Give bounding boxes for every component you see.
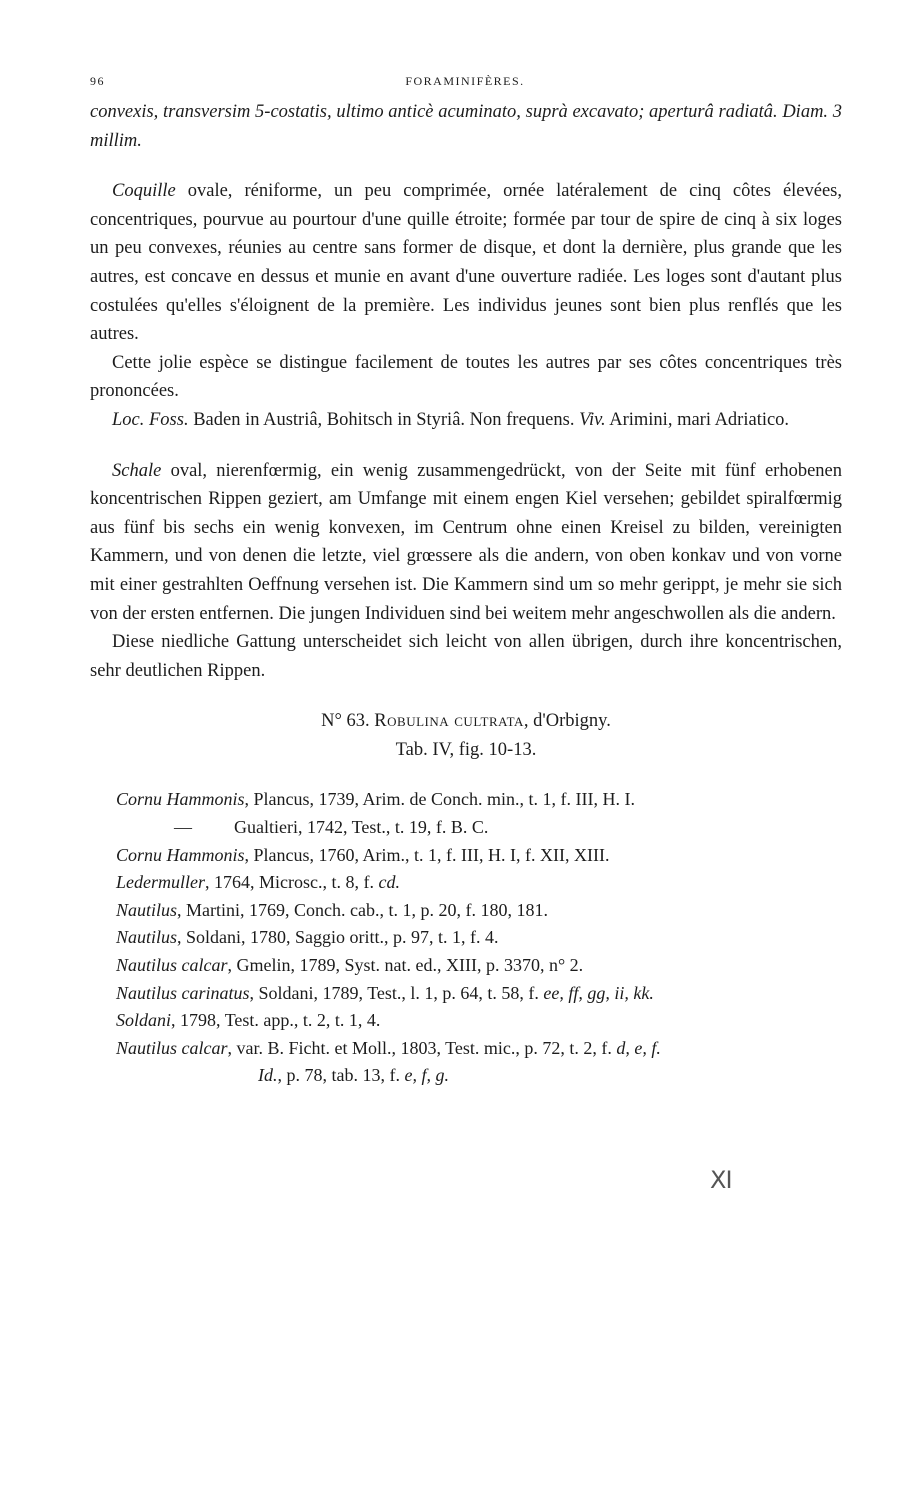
synonym-entry bbox=[90, 980, 842, 1008]
synonym-ref: , Martini, 1769, Conch. cab., t. 1, p. 20, f. 180, 181. bbox=[177, 899, 548, 920]
synonym-ref: , Soldani, 1780, Saggio oritt., p. 97, t. 1, f. 4. bbox=[177, 927, 499, 948]
ditto-dash: — bbox=[174, 817, 192, 838]
synonym-name: Ledermuller bbox=[116, 872, 205, 893]
margin-note: XI bbox=[710, 1166, 732, 1194]
synonym-name: Nautilus carinatus bbox=[116, 982, 250, 1003]
page-number: 96 bbox=[90, 74, 105, 88]
latin-description-continued bbox=[90, 98, 842, 155]
synonym-entry bbox=[90, 1035, 842, 1063]
locality bbox=[90, 406, 842, 435]
species-name: Robulina cultrata bbox=[374, 711, 524, 732]
locality-text: Baden in Austriâ, Bohitsch in Styriâ. Non frequens. bbox=[193, 409, 575, 430]
synonym-ref: , p. 78, tab. 13, f. bbox=[277, 1065, 405, 1086]
species-author: , d'Orbigny. bbox=[523, 711, 611, 732]
french-lead: Coquille bbox=[112, 181, 176, 202]
species-heading bbox=[90, 707, 842, 736]
synonym-name: Cornu Hammonis bbox=[116, 844, 245, 865]
synonym-entry bbox=[90, 814, 842, 842]
locality-lead: Loc. Foss. bbox=[112, 409, 189, 430]
german-remark: Diese niedliche Gattung unterscheidet sich leicht von allen übrigen, durch ihre koncentrischen, sehr deutlichen Rippen. bbox=[90, 632, 842, 681]
species-number: N° 63. bbox=[321, 711, 370, 732]
german-description bbox=[90, 457, 842, 629]
diameter-label: Diam. bbox=[782, 102, 829, 122]
synonym-name: Nautilus calcar bbox=[116, 955, 228, 976]
synonym-name: Soldani bbox=[116, 1010, 172, 1031]
synonym-name: Nautilus calcar bbox=[116, 1037, 228, 1058]
synonym-entry bbox=[90, 897, 842, 925]
synonym-ref: , Gmelin, 1789, Syst. nat. ed., XIII, p. 3370, n° 2. bbox=[227, 955, 584, 976]
synonym-entry bbox=[90, 869, 842, 897]
locality-viv: Viv. bbox=[579, 409, 606, 430]
diameter-unit: millim. bbox=[90, 130, 142, 151]
running-title: FORAMINIFÈRES. bbox=[405, 74, 525, 88]
german-text: oval, nierenfœrmig, ein wenig zusammengedrückt, von der Seite mit fünf erhobenen koncentrischen Rippen geziert, am Umfange mit einem engen Kiel versehen; gebildet spiralfœrmig aus fünf bis sechs ein wenig konvexen, im Centrum ohne einen Kreisel zu bilden, vereinigten Kammern, und von denen die letzte, viel grœssere als die andern, von oben konkav und von vorne mit einer gestrahlten Oeffnung versehen ist. Die Kammern sind um so mehr gerippt, je mehr sie sich von der ersten entfernen. Die jungen Individuen sind bei weitem mehr angeschwollen als die andern. bbox=[90, 460, 842, 624]
synonym-ref: , Soldani, 1789, Test., l. 1, p. 64, t. 58, f. bbox=[249, 982, 544, 1003]
page-body bbox=[90, 98, 842, 1090]
synonym-ref: , 1764, Microsc., t. 8, f. bbox=[205, 872, 379, 893]
synonym-ref: , Plancus, 1760, Arim., t. 1, f. III, H. I, f. XII, XIII. bbox=[244, 844, 610, 865]
synonym-ref: , 1798, Test. app., t. 2, t. 1, 4. bbox=[171, 1010, 381, 1031]
synonym-name: Nautilus bbox=[116, 899, 178, 920]
synonym-entry bbox=[90, 1007, 842, 1035]
synonymy-list bbox=[90, 786, 842, 1090]
synonym-entry bbox=[90, 786, 842, 814]
french-remark: Cette jolie espèce se distingue facilement de toutes les autres par ses côtes concentriques très prononcées. bbox=[90, 352, 842, 402]
synonym-entry bbox=[90, 1062, 842, 1090]
synonym-ref: Gualtieri, 1742, Test., t. 19, f. B. C. bbox=[234, 817, 489, 838]
locality-text-2: Arimini, mari Adriatico. bbox=[609, 409, 790, 430]
synonym-figures: ee, ff, gg, ii, kk. bbox=[543, 982, 654, 1003]
synonym-name: Cornu Hammonis bbox=[116, 789, 245, 810]
synonym-figures: cd. bbox=[378, 872, 400, 893]
synonym-name: Nautilus bbox=[116, 927, 178, 948]
synonym-entry bbox=[90, 924, 842, 952]
latin-text: convexis, transversim 5-costatis, ultimo anticè acuminato, suprà excavato; aperturâ radiatâ. bbox=[90, 102, 778, 122]
species-plate: Tab. IV, fig. 10-13. bbox=[395, 739, 537, 760]
synonym-entry bbox=[90, 842, 842, 870]
synonym-entry bbox=[90, 952, 842, 980]
synonym-figures: d, e, f. bbox=[616, 1037, 661, 1058]
synonym-name: Id. bbox=[258, 1065, 278, 1086]
french-text: ovale, réniforme, un peu comprimée, ornée latéralement de cinq côtes élevées, concentriques, pourvue au pourtour d'une quille étroite; formée par tour de spire de cinq à six loges un peu convexes, réunies au centre sans former de disque, et dont la dernière, plus grande que les autres, est concave en dessus et munie en avant d'une ouverture radiée. Les loges sont d'autant plus costulées qu'elles s'éloignent de la première. Les individus jeunes sont bien plus renflés que les autres. bbox=[90, 181, 842, 345]
german-lead: Schale bbox=[112, 460, 162, 481]
diameter-value: 3 bbox=[832, 102, 843, 122]
synonym-ref: , Plancus, 1739, Arim. de Conch. min., t. 1, f. III, H. I. bbox=[244, 789, 635, 810]
synonym-figures: e, f, g. bbox=[404, 1065, 449, 1086]
french-description bbox=[90, 177, 842, 349]
page-header bbox=[90, 74, 840, 94]
synonym-ref: , var. B. Ficht. et Moll., 1803, Test. mic., p. 72, t. 2, f. bbox=[227, 1037, 617, 1058]
